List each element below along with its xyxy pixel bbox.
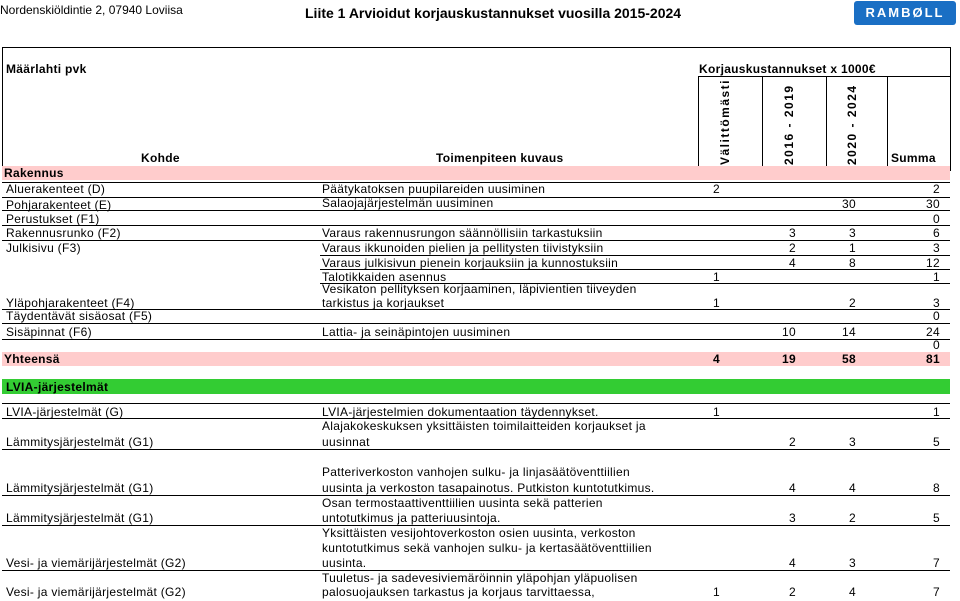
row-value: 10 xyxy=(782,325,796,339)
row-value: 3 xyxy=(789,226,796,240)
col-header-2016-2019: 2016 - 2019 xyxy=(782,84,796,165)
row-sum: 12 xyxy=(926,256,940,270)
row-value: 3 xyxy=(789,511,796,525)
section-title-lvia: LVIA-järjestelmät xyxy=(6,380,109,394)
row-kuvaus-line1: Patteriverkoston vanhojen sulku- ja linjasäätöventtiilien xyxy=(322,465,630,479)
row-sum: 1 xyxy=(933,270,940,284)
col-header-2020-2024: 2020 - 2024 xyxy=(845,84,859,165)
row-sum: 0 xyxy=(933,309,940,323)
row-sum: 0 xyxy=(933,212,940,226)
row-value: 1 xyxy=(713,270,720,284)
row-value: 4 xyxy=(849,585,856,599)
document-title: Liite 1 Arvioidut korjauskustannukset vuosilla 2015-2024 xyxy=(305,5,682,21)
row-kohde: Vesi- ja viemärijärjestelmät (G2) xyxy=(6,585,186,599)
row-sum: 5 xyxy=(933,511,940,525)
row-kuvaus-line2: uusinnat xyxy=(322,435,370,449)
section-band-lvia xyxy=(2,379,950,394)
col-header-toimenpide: Toimenpiteen kuvaus xyxy=(436,151,564,165)
total-summa: 81 xyxy=(926,352,940,366)
row-kohde: Täydentävät sisäosat (F5) xyxy=(6,309,153,323)
row-value: 1 xyxy=(713,405,720,419)
row-value: 8 xyxy=(849,256,856,270)
row-sum: 7 xyxy=(933,585,940,599)
total-valittomasti: 4 xyxy=(713,352,720,366)
row-kuvaus-line2: untotutkimus ja patteriuusintoja. xyxy=(322,511,501,525)
row-kuvaus-line1: Alajakokeskuksen yksittäisten toimilaitteiden korjaukset ja xyxy=(322,419,646,433)
row-sum: 3 xyxy=(933,296,940,310)
total-2016-2019: 19 xyxy=(782,352,796,366)
total-2020-2024: 58 xyxy=(842,352,856,366)
row-kohde: Lämmitysjärjestelmät (G1) xyxy=(6,435,154,449)
row-kuvaus-line1: Vesikaton pellityksen korjaaminen, läpivientien tiiveyden xyxy=(322,282,637,296)
row-value: 4 xyxy=(789,481,796,495)
row-kuvaus-line1: Osan termostaattiventtiilien uusinta sekä patterien xyxy=(322,496,603,510)
row-kohde: Yläpohjarakenteet (F4) xyxy=(6,296,135,310)
row-kuvaus-line1: Yksittäisten vesijohtoverkoston osien uusinta, verkoston xyxy=(322,526,636,540)
row-value: 3 xyxy=(849,226,856,240)
row-kuvaus-line1: Tuuletus- ja sadevesiviemäröinnin yläpohjan yläpuolisen xyxy=(322,571,638,585)
row-value: 2 xyxy=(789,435,796,449)
col-divider xyxy=(887,76,888,170)
row-value: 30 xyxy=(842,197,856,211)
ramboll-logo: RAMBØLL xyxy=(854,1,956,25)
col-divider xyxy=(698,76,699,170)
row-kohde: Sisäpinnat (F6) xyxy=(6,325,92,339)
row-kohde: Julkisivu (F3) xyxy=(6,241,81,255)
row-kuvaus: Varaus julkisivun pienein korjauksiin ja kunnostuksiin xyxy=(322,256,619,270)
row-kuvaus-line2: kuntotutkimus sekä vanhojen sulku- ja kertasäätöventtiilien xyxy=(322,541,652,555)
totals-band xyxy=(2,352,950,366)
row-value: 3 xyxy=(849,435,856,449)
row-kuvaus: Salaojajärjestelmän uusiminen xyxy=(322,196,494,210)
row-value: 2 xyxy=(849,511,856,525)
totals-label: Yhteensä xyxy=(4,352,60,366)
col-divider xyxy=(762,76,763,170)
row-value: 4 xyxy=(789,256,796,270)
row-value: 1 xyxy=(713,585,720,599)
row-kuvaus-line2: tarkistus ja korjaukset xyxy=(322,296,445,310)
row-kuvaus-line2: uusinta ja verkoston tasapainotus. Putkiston kuntotutkimus. xyxy=(322,481,655,495)
row-sum: 24 xyxy=(926,325,940,339)
col-header-valittomasti: Välittömästi xyxy=(718,78,732,165)
col-header-summa: Summa xyxy=(891,151,936,165)
costs-label: Korjauskustannukset x 1000€ xyxy=(699,62,876,76)
row-sum: 6 xyxy=(933,226,940,240)
row-sum: 0 xyxy=(933,338,940,352)
row-value: 2 xyxy=(713,182,720,196)
row-kuvaus: Lattia- ja seinäpintojen uusiminen xyxy=(322,325,511,339)
row-kohde: LVIA-järjestelmät (G) xyxy=(6,405,124,419)
costs-underline xyxy=(698,76,950,77)
address: Nordenskiöldintie 2, 07940 Loviisa xyxy=(0,3,183,17)
row-kuvaus: Varaus ikkunoiden pielien ja pellitysten tiivistyksiin xyxy=(322,241,604,255)
row-kuvaus: Päätykatoksen puupilareiden uusiminen xyxy=(322,182,546,196)
row-kohde: Lämmitysjärjestelmät (G1) xyxy=(6,511,154,525)
row-kohde: Lämmitysjärjestelmät (G1) xyxy=(6,481,154,495)
row-value: 14 xyxy=(842,325,856,339)
col-header-kohde: Kohde xyxy=(141,151,180,165)
row-sum: 2 xyxy=(933,182,940,196)
row-value: 2 xyxy=(789,241,796,255)
row-value: 4 xyxy=(789,556,796,570)
area-label: Määrlahti pvk xyxy=(6,62,87,76)
row-kohde: Rakennusrunko (F2) xyxy=(6,226,121,240)
section-band-rakennus xyxy=(2,166,950,180)
row-kuvaus-line2: palosuojauksen tarkastus ja korjaus tarvittaessa, xyxy=(322,585,595,599)
row-sum: 7 xyxy=(933,556,940,570)
row-kohde: Aluerakenteet (D) xyxy=(6,182,106,196)
row-value: 3 xyxy=(849,556,856,570)
row-value: 2 xyxy=(849,296,856,310)
row-value: 4 xyxy=(849,481,856,495)
row-kohde: Vesi- ja viemärijärjestelmät (G2) xyxy=(6,556,186,570)
row-kohde: Pohjarakenteet (E) xyxy=(6,198,112,212)
row-kuvaus: Varaus rakennusrungon säännöllisiin tarkastuksiin xyxy=(322,226,603,240)
section-title-rakennus: Rakennus xyxy=(4,166,64,180)
row-kuvaus: LVIA-järjestelmien dokumentaation täydennykset. xyxy=(322,405,599,419)
row-sum: 8 xyxy=(933,481,940,495)
row-kuvaus-line3: uusinta. xyxy=(322,556,367,570)
row-sum: 3 xyxy=(933,241,940,255)
row-kuvaus: Talotikkaiden asennus xyxy=(322,270,447,284)
row-kohde: Perustukset (F1) xyxy=(6,212,100,226)
row-value: 1 xyxy=(713,296,720,310)
row-sum: 5 xyxy=(933,435,940,449)
col-divider xyxy=(826,76,827,170)
row-sum: 1 xyxy=(933,405,940,419)
row-sum: 30 xyxy=(926,197,940,211)
row-value: 1 xyxy=(849,241,856,255)
row-value: 2 xyxy=(789,585,796,599)
